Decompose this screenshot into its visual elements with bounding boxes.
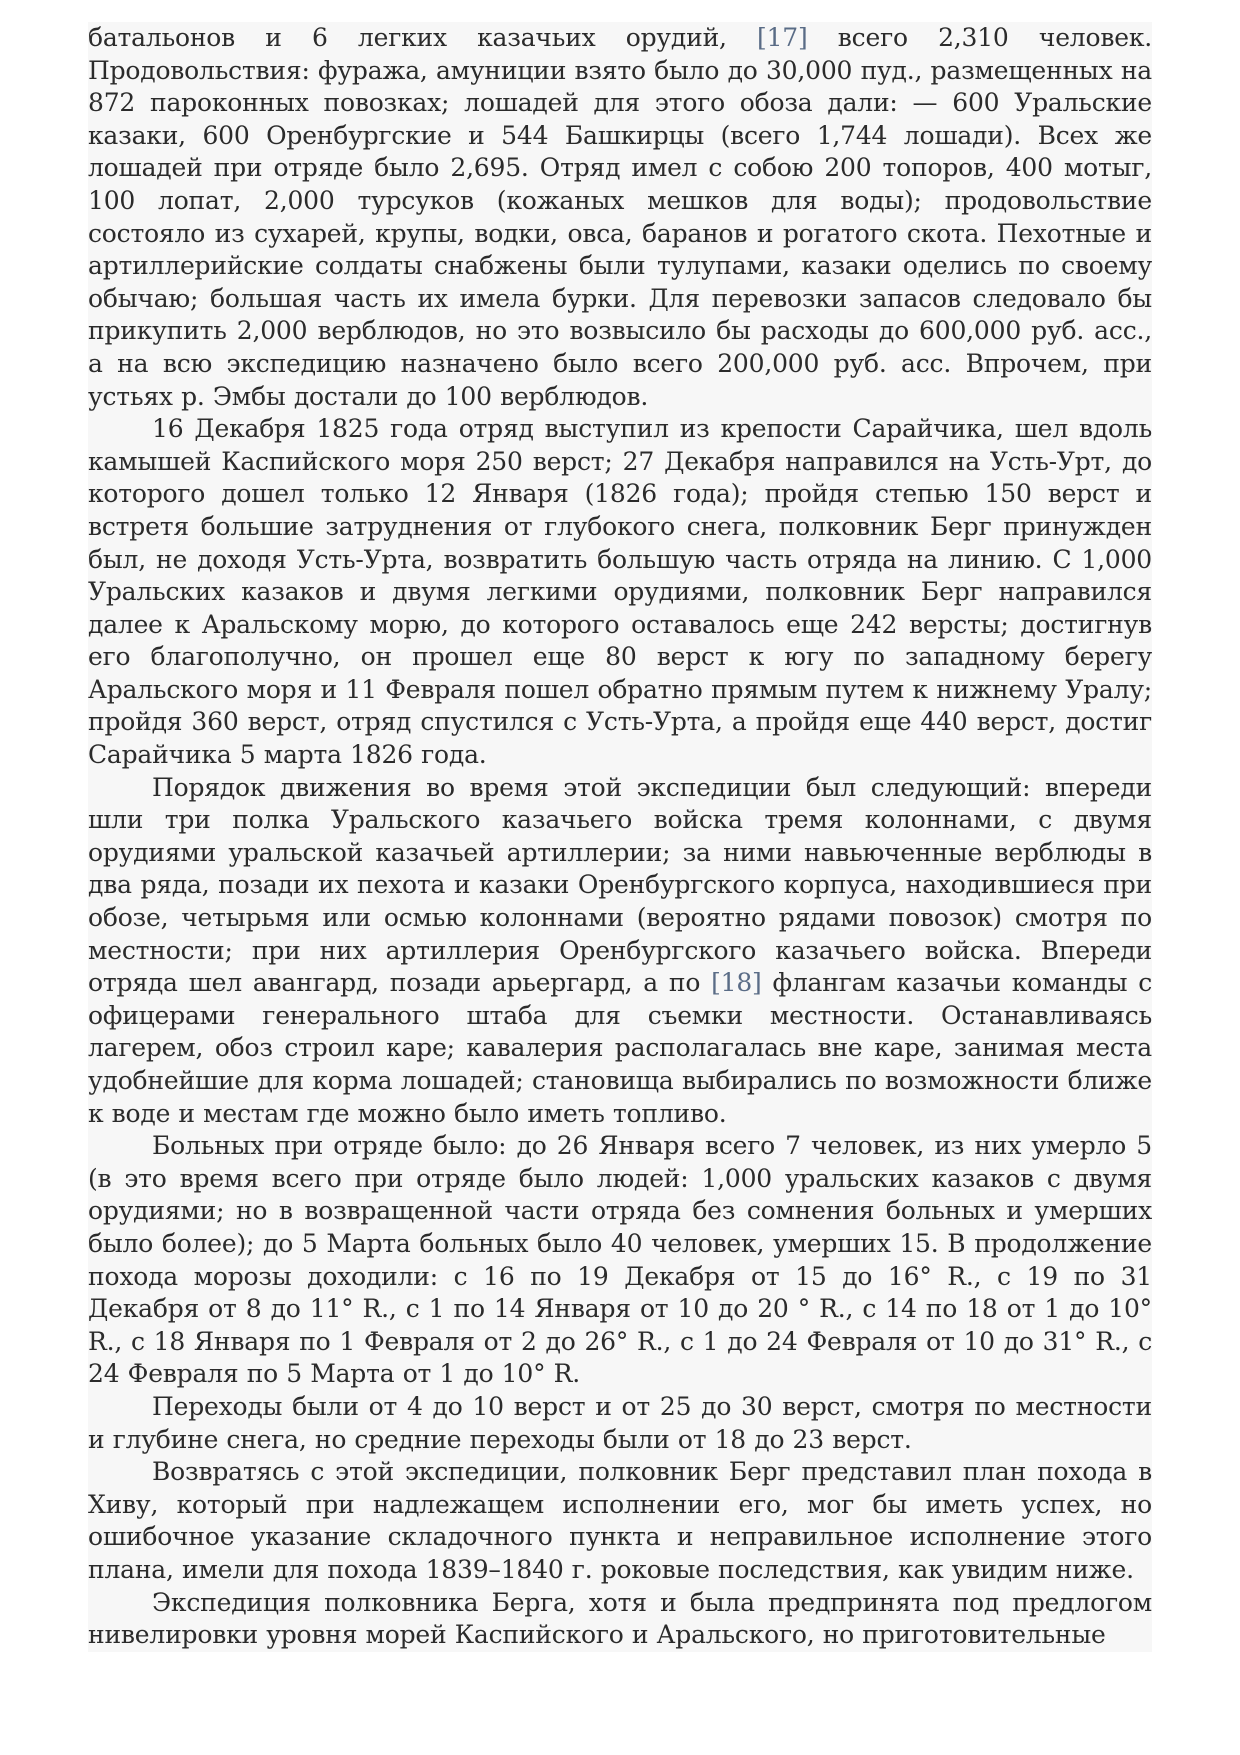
paragraph-text: батальонов и 6 легких казачьих орудий, [88, 23, 758, 52]
paragraph-text: Экспедиция полковника Берга, хотя и была предпринята под предлогом нивелировки уровня морей Каспийского и Аральского, но приготовительные [88, 1587, 1152, 1650]
paragraph-text: 16 Декабря 1825 года отряд выступил из крепости Сарайчика, шел вдоль камышей Каспийского моря 250 верст; 27 Декабря направился на Усть-Урт, до которого дошел только 12 Января (1826 года); пройдя степью 150 верст и встретя большие затруднения от глубокого снега, полковник Берг принужден был, не доходя Усть-Урта, возвратить большую часть отряда на линию. С 1,000 Уральских казаков и двумя легкими орудиями, полковник Берг направился далее к Аральскому морю, до которого оставалось еще 242 версты; достигнув его благополучно, он прошел еще 80 верст к югу по западному берегу Аральского моря и 11 Февраля пошел обратно прямым путем к нижнему Уралу; пройдя 360 верст, отряд спустился с Усть-Урта, а пройдя еще 440 верст, достиг Сарайчика 5 марта 1826 года. [88, 414, 1152, 770]
paragraph-3 [88, 772, 1152, 1131]
paragraph-text: Порядок движения во время этой экспедиции был следующий: впереди шли три полка Уральского казачьего войска тремя колоннами, с двумя орудиями уральской казачьей артиллерии; за ними навьюченные верблюды в два ряда, позади их пехота и казаки Оренбургского корпуса, находившиеся при обозе, четырьмя или осмью колоннами (вероятно рядами повозок) смотря по местности; при них артиллерия Оренбургского казачьего войска. Впереди отряда шел авангард, позади арьергард, а по [88, 772, 1152, 998]
paragraph-text: Возвратясь с этой экспедиции, полковник Берг представил план похода в Хиву, который при надлежащем исполнении его, мог бы иметь успех, но ошибочное указание складочного пункта и неправильное исполнение этого плана, имели для похода 1839–1840 г. роковые последствия, как увидим ниже. [88, 1457, 1152, 1584]
paragraph-text: всего 2,310 человек. Продовольствия: фуража, амуниции взято было до 30,000 пуд., размещенных на 872 пароконных повозках; лошадей для этого обоза дали: — 600 Уральские казаки, 600 Оренбургские и 544 Башкирцы (всего 1,744 лошади). Всех же лошадей при отряде было 2,695. Отряд имел с собою 200 топоров, 400 мотыг, 100 лопат, 2,000 турсуков (кожаных мешков для воды); продовольствие состояло из сухарей, крупы, водки, овса, баранов и рогатого скота. Пехотные и артиллерийские солдаты снабжены были тулупами, казаки оделись по своему обычаю; большая часть их имела бурки. Для перевозки запасов следовало бы прикупить 2,000 верблюдов, но это возвысило бы расходы до 600,000 руб. асс., а на всю экспедицию назначено было всего 200,000 руб. асс. Впрочем, при устьях р. Эмбы достали до 100 верблюдов. [88, 23, 1152, 411]
paragraph-4 [88, 1130, 1152, 1391]
paragraph-text: Переходы были от 4 до 10 верст и от 25 до 30 верст, смотря по местности и глубине снега, но средние переходы были от 18 до 23 верст. [88, 1391, 1152, 1454]
paragraph-2 [88, 413, 1152, 772]
page-ref-link-18[interactable]: [18] [711, 968, 762, 998]
paragraph-text: Больных при отряде было: до 26 Января всего 7 человек, из них умерло 5 (в это время всего при отряде было людей: 1,000 уральских казаков с двумя орудиями; но в возвращенной части отряда без сомнения больных и умерших было более); до 5 Марта больных было 40 человек, умерших 15. В продолжение похода морозы доходили: с 16 по 19 Декабря от 15 до 16° R., с 19 по 31 Декабря от 8 до 11° R., с 1 по 14 Января от 10 до 20 ° R., с 14 по 18 от 1 до 10° R., с 18 Января по 1 Февраля от 2 до 26° R., с 1 до 24 Февраля от 10 до 31° R., с 24 Февраля по 5 Марта от 1 до 10° R. [88, 1131, 1152, 1389]
page-ref-link-17[interactable]: [17] [757, 23, 808, 52]
paragraph-6 [88, 1456, 1152, 1586]
paragraph-text: флангам казачьи команды с офицерами генерального штаба для съемки местности. Останавливаясь лагерем, обоз строил каре; кавалерия располагалась вне каре, занимая места удобнейшие для корма лошадей; становища выбирались по возможности ближе к воде и местам где можно было иметь топливо. [88, 968, 1152, 1128]
document-page [88, 22, 1152, 1652]
paragraph-5 [88, 1391, 1152, 1456]
paragraph-1 [88, 22, 1152, 413]
paragraph-7 [88, 1587, 1152, 1652]
